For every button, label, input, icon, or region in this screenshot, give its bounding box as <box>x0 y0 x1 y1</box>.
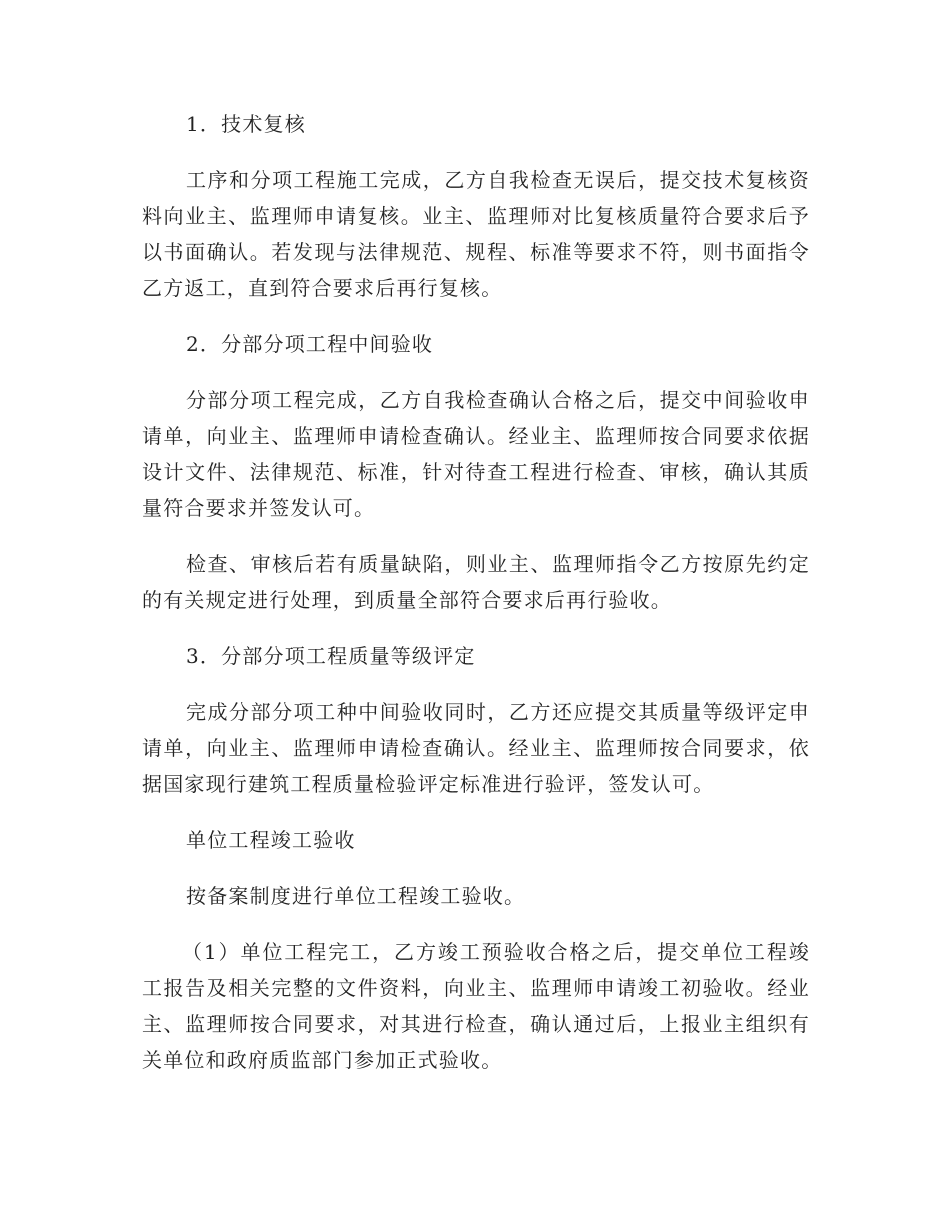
paragraph-quality-defects: 检查、审核后若有质量缺陷，则业主、监理师指令乙方按原先约定的有关规定进行处理，到质量全部符合要求后再行验收。 <box>142 552 810 612</box>
paragraph-quality-grade: 完成分部分项工种中间验收同时，乙方还应提交其质量等级评定申请单，向业主、监理师申请检查确认。经业主、监理师按合同要求，依据国家现行建筑工程质量检验评定标准进行验评，签发认可。 <box>142 700 810 796</box>
paragraph-technical-review: 工序和分项工程施工完成，乙方自我检查无误后，提交技术复核资料向业主、监理师申请复核。业主、监理师对比复核质量符合要求后予以书面确认。若发现与法律规范、规程、标准等要求不符，则书面指令乙方返工，直到符合要求后再行复核。 <box>142 168 810 300</box>
document-body <box>142 106 810 1098</box>
section-heading-technical-review: 1．技术复核 <box>186 112 306 136</box>
section-heading-intermediate-acceptance: 2．分部分项工程中间验收 <box>186 332 434 356</box>
section-heading-completion-acceptance: 单位工程竣工验收 <box>186 828 356 852</box>
paragraph-intermediate-acceptance: 分部分项工程完成，乙方自我检查确认合格之后，提交中间验收申请单，向业主、监理师申请检查确认。经业主、监理师按合同要求依据设计文件、法律规范、标准，针对待查工程进行检查、审核，确认其质量符合要求并签发认可。 <box>142 388 810 520</box>
paragraph-filing-system: 按备案制度进行单位工程竣工验收。 <box>186 884 526 908</box>
paragraph-completion-item-1: （1）单位工程完工，乙方竣工预验收合格之后，提交单位工程竣工报告及相关完整的文件资料，向业主、监理师申请竣工初验收。经业主、监理师按合同要求，对其进行检查，确认通过后，上报业主组织有关单位和政府质监部门参加正式验收。 <box>142 940 810 1072</box>
section-heading-quality-grade: 3．分部分项工程质量等级评定 <box>186 644 476 668</box>
